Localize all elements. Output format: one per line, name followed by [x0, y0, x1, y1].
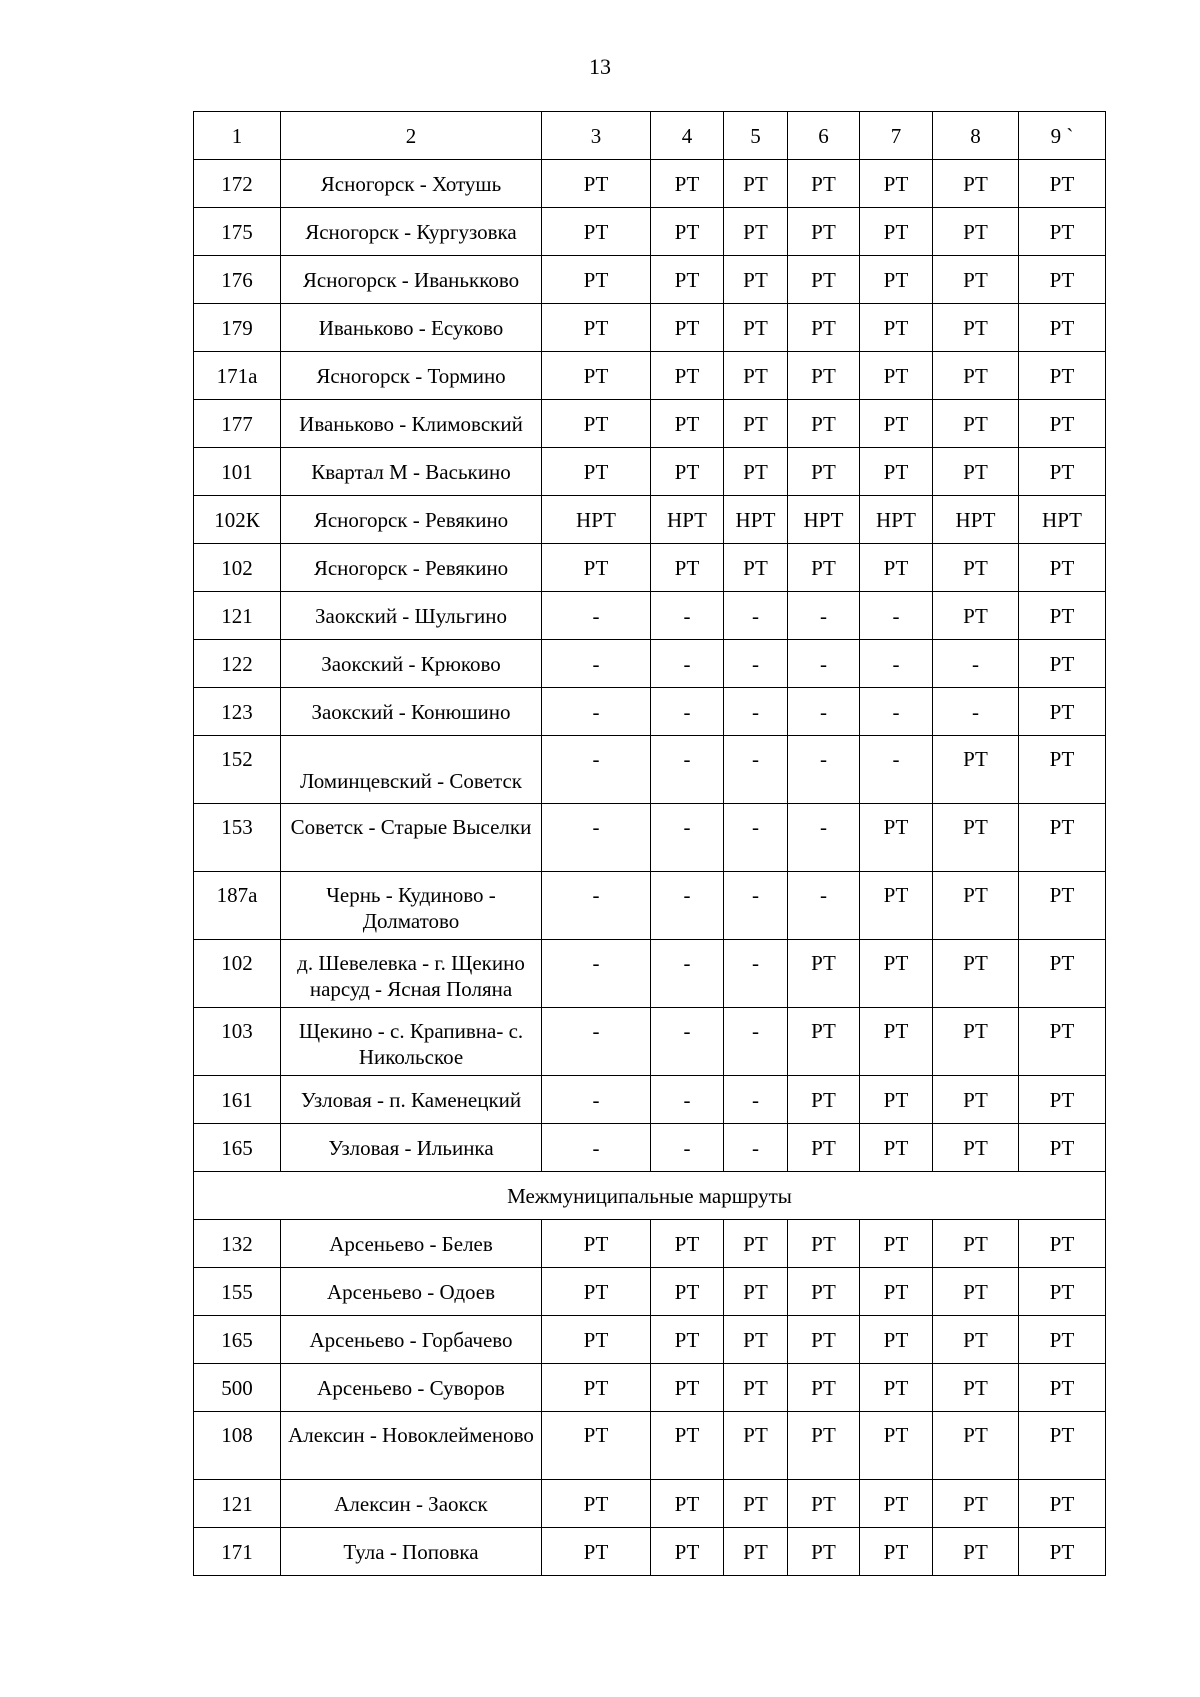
route-status: РТ — [860, 940, 933, 1008]
route-status: РТ — [651, 304, 724, 352]
route-number: 102 — [194, 544, 281, 592]
route-status: РТ — [1019, 304, 1106, 352]
route-status: РТ — [651, 544, 724, 592]
column-header: 9 ` — [1019, 112, 1106, 160]
route-status: РТ — [788, 1008, 860, 1076]
route-status: - — [860, 592, 933, 640]
route-status: РТ — [651, 352, 724, 400]
route-status: РТ — [788, 1528, 860, 1576]
route-status: - — [542, 1076, 651, 1124]
route-status: РТ — [724, 304, 788, 352]
routes-table — [193, 111, 1106, 1576]
route-status: РТ — [788, 940, 860, 1008]
route-name: Щекино - с. Крапивна- с. Никольское — [281, 1008, 542, 1076]
route-status: - — [651, 1124, 724, 1172]
table-row — [194, 1220, 1106, 1268]
route-status: - — [542, 804, 651, 872]
route-name: Квартал М - Васькино — [281, 448, 542, 496]
route-status: РТ — [542, 352, 651, 400]
route-status: РТ — [1019, 448, 1106, 496]
route-status: РТ — [542, 1528, 651, 1576]
route-name: Заокский - Крюково — [281, 640, 542, 688]
section-title: Межмуниципальные маршруты — [194, 1172, 1106, 1220]
route-name: Ясногорск - Иванькково — [281, 256, 542, 304]
route-status: РТ — [1019, 352, 1106, 400]
route-status: НРТ — [860, 496, 933, 544]
route-name: Советск - Старые Выселки — [281, 804, 542, 872]
route-status: РТ — [724, 1528, 788, 1576]
route-status: РТ — [1019, 736, 1106, 804]
route-status: РТ — [724, 1364, 788, 1412]
route-status: - — [860, 736, 933, 804]
route-status: - — [724, 736, 788, 804]
table-row — [194, 496, 1106, 544]
route-status: РТ — [860, 804, 933, 872]
route-status: - — [651, 688, 724, 736]
route-status: РТ — [542, 256, 651, 304]
route-status: РТ — [788, 208, 860, 256]
route-status: РТ — [860, 1124, 933, 1172]
route-status: РТ — [651, 208, 724, 256]
route-status: РТ — [1019, 1316, 1106, 1364]
route-status: - — [542, 1008, 651, 1076]
route-name: Ясногорск - Хотушь — [281, 160, 542, 208]
route-status: РТ — [651, 1412, 724, 1480]
route-number: 102К — [194, 496, 281, 544]
column-header: 5 — [724, 112, 788, 160]
route-status: - — [542, 940, 651, 1008]
route-name: Ясногорск - Тормино — [281, 352, 542, 400]
route-status: - — [788, 592, 860, 640]
route-status: РТ — [724, 352, 788, 400]
route-status: РТ — [1019, 592, 1106, 640]
route-number: 175 — [194, 208, 281, 256]
table-row — [194, 940, 1106, 1008]
route-status: РТ — [542, 1364, 651, 1412]
route-number: 103 — [194, 1008, 281, 1076]
route-name: Арсеньево - Суворов — [281, 1364, 542, 1412]
route-status: РТ — [651, 256, 724, 304]
table-row — [194, 1316, 1106, 1364]
route-status: РТ — [788, 1076, 860, 1124]
route-status: РТ — [860, 1268, 933, 1316]
route-status: РТ — [542, 1480, 651, 1528]
table-row — [194, 304, 1106, 352]
route-status: РТ — [651, 1316, 724, 1364]
route-status: - — [651, 872, 724, 940]
route-status: РТ — [651, 1528, 724, 1576]
table-row — [194, 208, 1106, 256]
route-status: РТ — [651, 1480, 724, 1528]
route-status: - — [724, 1076, 788, 1124]
route-number: 152 — [194, 736, 281, 804]
route-status: РТ — [860, 1220, 933, 1268]
route-status: - — [542, 688, 651, 736]
route-status: РТ — [933, 304, 1019, 352]
route-status: РТ — [788, 1364, 860, 1412]
route-name: Тула - Поповка — [281, 1528, 542, 1576]
route-name: Узловая - п. Каменецкий — [281, 1076, 542, 1124]
route-status: РТ — [788, 400, 860, 448]
route-number: 187а — [194, 872, 281, 940]
route-status: РТ — [542, 208, 651, 256]
route-status: РТ — [651, 1364, 724, 1412]
route-status: РТ — [933, 1076, 1019, 1124]
route-status: РТ — [542, 544, 651, 592]
route-status: РТ — [724, 160, 788, 208]
route-status: НРТ — [1019, 496, 1106, 544]
route-status: РТ — [1019, 1412, 1106, 1480]
route-status: РТ — [1019, 1268, 1106, 1316]
route-status: РТ — [860, 872, 933, 940]
column-header: 2 — [281, 112, 542, 160]
route-status: РТ — [860, 208, 933, 256]
route-status: - — [788, 872, 860, 940]
route-status: РТ — [651, 400, 724, 448]
route-status: РТ — [933, 1528, 1019, 1576]
route-status: РТ — [724, 1268, 788, 1316]
route-status: РТ — [788, 160, 860, 208]
route-status: РТ — [933, 256, 1019, 304]
route-status: РТ — [933, 940, 1019, 1008]
route-name: Чернь - Кудиново - Долматово — [281, 872, 542, 940]
route-status: - — [651, 640, 724, 688]
route-status: - — [542, 640, 651, 688]
route-status: - — [651, 1008, 724, 1076]
route-status: РТ — [724, 1316, 788, 1364]
route-status: РТ — [724, 1412, 788, 1480]
route-name: Заокский - Шульгино — [281, 592, 542, 640]
route-status: РТ — [933, 1008, 1019, 1076]
route-status: РТ — [933, 1412, 1019, 1480]
route-status: РТ — [933, 400, 1019, 448]
route-status: - — [724, 640, 788, 688]
route-number: 122 — [194, 640, 281, 688]
route-status: РТ — [933, 160, 1019, 208]
route-status: РТ — [933, 352, 1019, 400]
route-status: РТ — [860, 1364, 933, 1412]
route-status: - — [651, 940, 724, 1008]
table-row — [194, 736, 1106, 804]
route-status: - — [933, 640, 1019, 688]
route-status: РТ — [933, 1480, 1019, 1528]
route-status: НРТ — [933, 496, 1019, 544]
table-row — [194, 1480, 1106, 1528]
route-status: РТ — [542, 448, 651, 496]
route-status: РТ — [788, 1316, 860, 1364]
route-status: РТ — [933, 1124, 1019, 1172]
route-status: - — [542, 872, 651, 940]
route-status: РТ — [542, 1412, 651, 1480]
route-status: РТ — [860, 304, 933, 352]
table-row — [194, 1528, 1106, 1576]
route-status: РТ — [651, 1220, 724, 1268]
route-status: РТ — [788, 256, 860, 304]
route-number: 165 — [194, 1316, 281, 1364]
route-status: РТ — [933, 448, 1019, 496]
route-number: 153 — [194, 804, 281, 872]
route-status: - — [651, 1076, 724, 1124]
route-status: РТ — [860, 544, 933, 592]
route-status: РТ — [788, 1480, 860, 1528]
column-header: 1 — [194, 112, 281, 160]
route-name: Иваньково - Есуково — [281, 304, 542, 352]
table-row — [194, 448, 1106, 496]
route-status: РТ — [860, 352, 933, 400]
column-header: 3 — [542, 112, 651, 160]
route-status: РТ — [860, 1480, 933, 1528]
route-status: РТ — [542, 160, 651, 208]
route-name: Арсеньево - Горбачево — [281, 1316, 542, 1364]
route-status: РТ — [860, 1076, 933, 1124]
route-status: РТ — [1019, 872, 1106, 940]
table-row — [194, 1076, 1106, 1124]
route-status: НРТ — [542, 496, 651, 544]
route-status: РТ — [1019, 1528, 1106, 1576]
route-status: РТ — [860, 400, 933, 448]
route-status: РТ — [1019, 1220, 1106, 1268]
route-name: Алексин - Новоклейменово — [281, 1412, 542, 1480]
route-status: РТ — [1019, 160, 1106, 208]
route-status: РТ — [1019, 1124, 1106, 1172]
route-status: НРТ — [788, 496, 860, 544]
table-row — [194, 352, 1106, 400]
route-status: - — [651, 592, 724, 640]
route-number: 176 — [194, 256, 281, 304]
route-status: РТ — [1019, 640, 1106, 688]
route-status: РТ — [542, 400, 651, 448]
route-status: РТ — [724, 544, 788, 592]
route-status: РТ — [542, 1268, 651, 1316]
route-status: РТ — [860, 1528, 933, 1576]
table-row — [194, 872, 1106, 940]
route-number: 121 — [194, 1480, 281, 1528]
route-number: 171 — [194, 1528, 281, 1576]
route-number: 161 — [194, 1076, 281, 1124]
route-number: 172 — [194, 160, 281, 208]
route-status: РТ — [724, 400, 788, 448]
route-status: РТ — [860, 1412, 933, 1480]
route-status: - — [651, 736, 724, 804]
route-status: - — [724, 804, 788, 872]
route-status: РТ — [1019, 1480, 1106, 1528]
header-row — [194, 112, 1106, 160]
route-status: РТ — [724, 1480, 788, 1528]
column-header: 4 — [651, 112, 724, 160]
route-status: РТ — [1019, 256, 1106, 304]
route-status: РТ — [860, 1316, 933, 1364]
route-number: 101 — [194, 448, 281, 496]
route-status: РТ — [724, 256, 788, 304]
route-status: РТ — [933, 208, 1019, 256]
table-row — [194, 544, 1106, 592]
table-row — [194, 160, 1106, 208]
route-status: РТ — [542, 304, 651, 352]
route-status: РТ — [724, 208, 788, 256]
route-status: РТ — [1019, 804, 1106, 872]
column-header: 6 — [788, 112, 860, 160]
column-header: 8 — [933, 112, 1019, 160]
route-status: РТ — [860, 160, 933, 208]
route-status: РТ — [933, 592, 1019, 640]
route-name: Ясногорск - Ревякино — [281, 544, 542, 592]
route-status: РТ — [788, 544, 860, 592]
section-row — [194, 1172, 1106, 1220]
route-status: РТ — [860, 1008, 933, 1076]
route-status: - — [788, 804, 860, 872]
route-status: - — [788, 688, 860, 736]
route-status: НРТ — [724, 496, 788, 544]
route-status: - — [724, 592, 788, 640]
route-status: - — [542, 592, 651, 640]
route-status: - — [860, 640, 933, 688]
route-number: 500 — [194, 1364, 281, 1412]
route-status: РТ — [724, 448, 788, 496]
route-status: - — [788, 640, 860, 688]
route-number: 179 — [194, 304, 281, 352]
route-status: РТ — [1019, 400, 1106, 448]
route-status: РТ — [933, 544, 1019, 592]
route-status: РТ — [860, 448, 933, 496]
route-name: Ясногорск - Кургузовка — [281, 208, 542, 256]
route-status: - — [860, 688, 933, 736]
route-status: - — [542, 736, 651, 804]
route-status: РТ — [1019, 1008, 1106, 1076]
route-status: РТ — [1019, 544, 1106, 592]
table-row — [194, 256, 1106, 304]
route-status: РТ — [1019, 1364, 1106, 1412]
route-status: РТ — [651, 448, 724, 496]
route-status: - — [724, 872, 788, 940]
route-status: - — [724, 940, 788, 1008]
route-status: РТ — [724, 1220, 788, 1268]
route-status: - — [542, 1124, 651, 1172]
route-number: 121 — [194, 592, 281, 640]
table-row — [194, 804, 1106, 872]
route-number: 177 — [194, 400, 281, 448]
route-status: РТ — [860, 256, 933, 304]
route-status: РТ — [788, 352, 860, 400]
table-row — [194, 640, 1106, 688]
table-row — [194, 1412, 1106, 1480]
table-row — [194, 592, 1106, 640]
route-name: Заокский - Конюшино — [281, 688, 542, 736]
column-header: 7 — [860, 112, 933, 160]
route-number: 165 — [194, 1124, 281, 1172]
route-status: РТ — [933, 736, 1019, 804]
route-status: РТ — [1019, 1076, 1106, 1124]
route-name: Ломинцевский - Советск — [281, 736, 542, 804]
route-number: 132 — [194, 1220, 281, 1268]
route-status: РТ — [1019, 940, 1106, 1008]
table-row — [194, 1008, 1106, 1076]
route-status: РТ — [788, 1268, 860, 1316]
route-status: РТ — [933, 804, 1019, 872]
route-status: РТ — [933, 1220, 1019, 1268]
route-status: РТ — [933, 1364, 1019, 1412]
route-status: - — [651, 804, 724, 872]
route-status: - — [724, 1008, 788, 1076]
route-status: РТ — [788, 448, 860, 496]
route-number: 123 — [194, 688, 281, 736]
route-number: 102 — [194, 940, 281, 1008]
table-row — [194, 1124, 1106, 1172]
route-status: РТ — [651, 1268, 724, 1316]
route-status: - — [724, 688, 788, 736]
route-number: 155 — [194, 1268, 281, 1316]
route-status: РТ — [788, 1220, 860, 1268]
route-status: - — [788, 736, 860, 804]
table-row — [194, 688, 1106, 736]
table-row — [194, 1268, 1106, 1316]
route-status: РТ — [933, 1316, 1019, 1364]
route-name: д. Шевелевка - г. Щекино нарсуд - Ясная Поляна — [281, 940, 542, 1008]
route-name: Арсеньево - Одоев — [281, 1268, 542, 1316]
route-status: - — [933, 688, 1019, 736]
route-status: РТ — [933, 872, 1019, 940]
route-number: 108 — [194, 1412, 281, 1480]
table-row — [194, 400, 1106, 448]
route-name: Узловая - Ильинка — [281, 1124, 542, 1172]
route-status: РТ — [542, 1220, 651, 1268]
route-status: РТ — [542, 1316, 651, 1364]
route-status: РТ — [1019, 688, 1106, 736]
route-number: 171а — [194, 352, 281, 400]
page-number: 13 — [589, 54, 611, 79]
route-name: Арсеньево - Белев — [281, 1220, 542, 1268]
route-status: РТ — [788, 304, 860, 352]
route-status: РТ — [788, 1412, 860, 1480]
route-status: НРТ — [651, 496, 724, 544]
route-status: РТ — [651, 160, 724, 208]
route-status: РТ — [788, 1124, 860, 1172]
route-name: Иваньково - Климовский — [281, 400, 542, 448]
route-status: - — [724, 1124, 788, 1172]
route-name: Алексин - Заокск — [281, 1480, 542, 1528]
table-row — [194, 1364, 1106, 1412]
route-name: Ясногорск - Ревякино — [281, 496, 542, 544]
route-status: РТ — [933, 1268, 1019, 1316]
route-status: РТ — [1019, 208, 1106, 256]
